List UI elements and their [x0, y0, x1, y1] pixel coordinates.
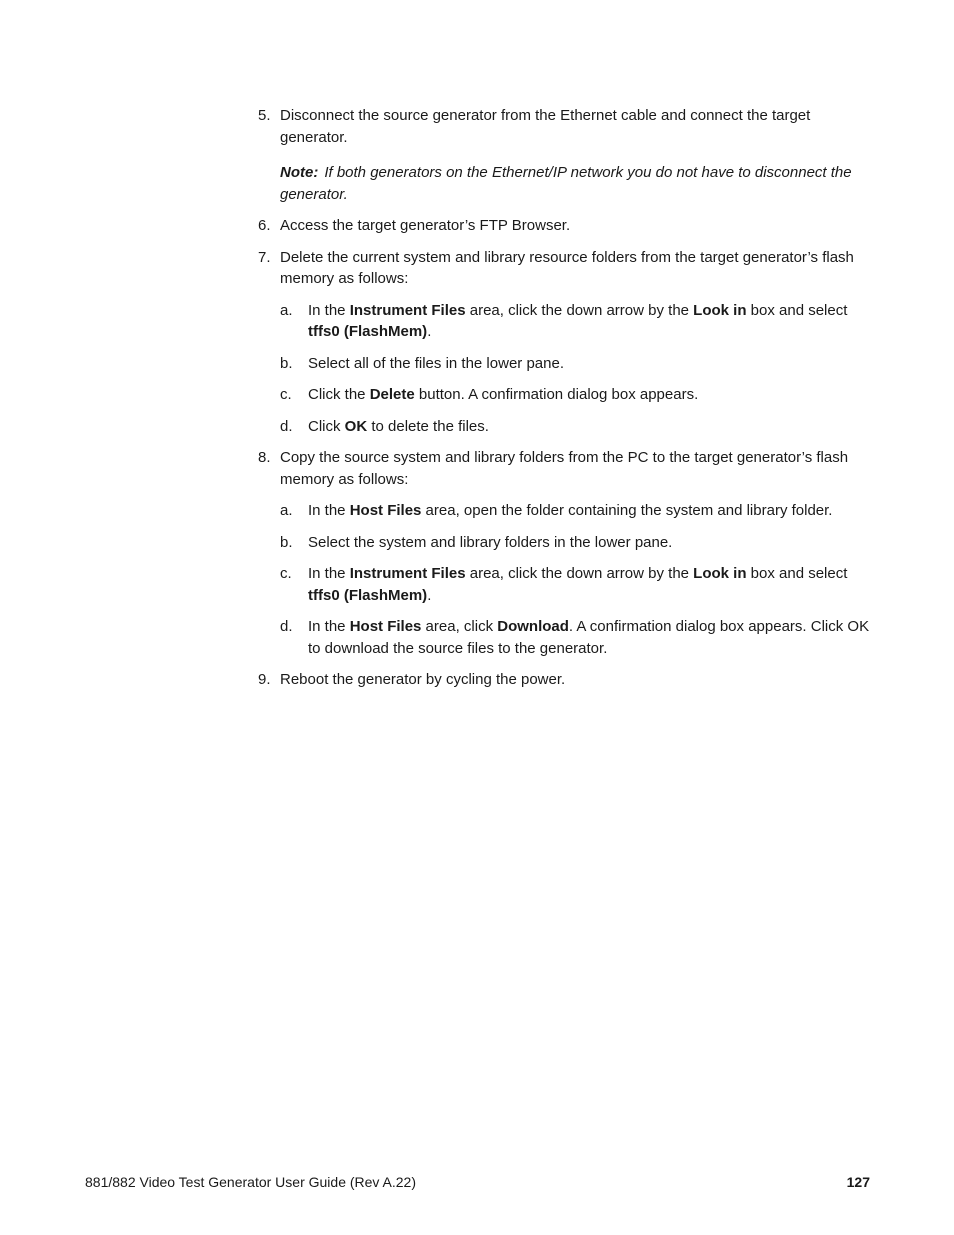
substep-list: [280, 300, 870, 438]
substep-letter: d.: [280, 417, 293, 435]
text-run: area, click: [421, 618, 498, 635]
substep-text: [308, 355, 564, 372]
ui-term: Instrument Files: [349, 565, 466, 582]
note: [280, 162, 870, 205]
page-number: 127: [846, 1174, 870, 1190]
substep-letter: a.: [280, 502, 293, 519]
step-text: Delete the current system and library resource folders from the target generator’s flash memory as follows:: [280, 248, 854, 287]
substep-letter: d.: [280, 618, 293, 635]
substep-text: [308, 386, 698, 403]
ui-term: Download: [497, 618, 569, 635]
text-run: Select all of the files in the lower pane.: [308, 354, 564, 372]
note-text: If both generators on the Ethernet/IP network you do not have to disconnect the generator.: [280, 164, 852, 203]
substep-text: [308, 534, 672, 551]
step-7: [258, 247, 870, 438]
step-text: Access the target generator’s FTP Browser.: [280, 217, 571, 234]
footer-document-title: 881/882 Video Test Generator User Guide (Rev A.22): [85, 1174, 417, 1190]
text-run: area, click the down arrow by the: [465, 565, 694, 582]
text-run: In the: [308, 502, 350, 519]
substep-letter: a.: [280, 301, 293, 319]
substep-letter: c.: [280, 565, 292, 582]
ui-term: Delete: [369, 386, 415, 403]
text-run: Click the: [308, 386, 370, 403]
substep-d: [280, 616, 870, 659]
text-run: .: [427, 323, 432, 340]
substep-b: [280, 353, 870, 375]
text-run: Select the system and library folders in the lower pane.: [308, 533, 673, 551]
text-run: In the: [308, 301, 350, 319]
ui-term: tffs0 (FlashMem): [308, 323, 428, 340]
substep-list: [280, 500, 870, 659]
text-run: box and select: [746, 565, 848, 582]
ui-term: Look in: [693, 565, 747, 582]
text-run: In the: [308, 618, 350, 635]
substep-c: [280, 563, 870, 606]
substep-letter: b.: [280, 533, 293, 551]
substep-text: [308, 502, 832, 519]
ui-term: Host Files: [349, 502, 422, 519]
substep-a: [280, 300, 870, 343]
text-run: area, click the down arrow by the: [465, 301, 694, 319]
text-run: area, open the folder containing the system and library folder.: [421, 502, 833, 519]
text-run: . A confirmation dialog box appears. Click OK to download the source files to the generator.: [308, 618, 870, 657]
substep-letter: c.: [280, 386, 292, 403]
procedure-content: [258, 105, 870, 701]
step-text: Copy the source system and library folders from the PC to the target generator’s flash memory as follows:: [280, 449, 849, 488]
substep-a: [280, 500, 870, 522]
substep-text: [308, 302, 847, 341]
step-number: 9.: [258, 671, 271, 688]
step-number: 7.: [258, 248, 271, 266]
text-run: box and select: [746, 301, 848, 319]
step-text: Reboot the generator by cycling the power.: [280, 671, 566, 688]
ui-term: tffs0 (FlashMem): [308, 586, 428, 604]
text-run: to delete the files.: [367, 417, 489, 435]
ui-term: OK: [344, 417, 368, 435]
step-5: [258, 105, 870, 205]
substep-c: [280, 384, 870, 406]
substep-b: [280, 532, 870, 554]
ui-term: Host Files: [349, 618, 422, 635]
step-number: 8.: [258, 449, 271, 466]
text-run: Click: [308, 417, 345, 435]
substep-text: [308, 618, 869, 657]
text-run: .: [427, 586, 432, 604]
text-run: button. A confirmation dialog box appears.: [414, 386, 699, 403]
substep-text: [308, 565, 847, 604]
ui-term: Instrument Files: [349, 301, 466, 319]
substep-d: [280, 416, 870, 438]
step-9: [258, 669, 870, 691]
ui-term: Look in: [693, 301, 747, 319]
substep-letter: b.: [280, 354, 293, 372]
step-6: [258, 215, 870, 237]
step-number: 6.: [258, 217, 271, 234]
step-number: 5.: [258, 107, 271, 124]
text-run: In the: [308, 565, 350, 582]
note-label: Note:: [280, 164, 319, 181]
step-text: Disconnect the source generator from the Ethernet cable and connect the target generator.: [280, 107, 811, 146]
step-8: [258, 447, 870, 659]
substep-text: [308, 418, 489, 435]
